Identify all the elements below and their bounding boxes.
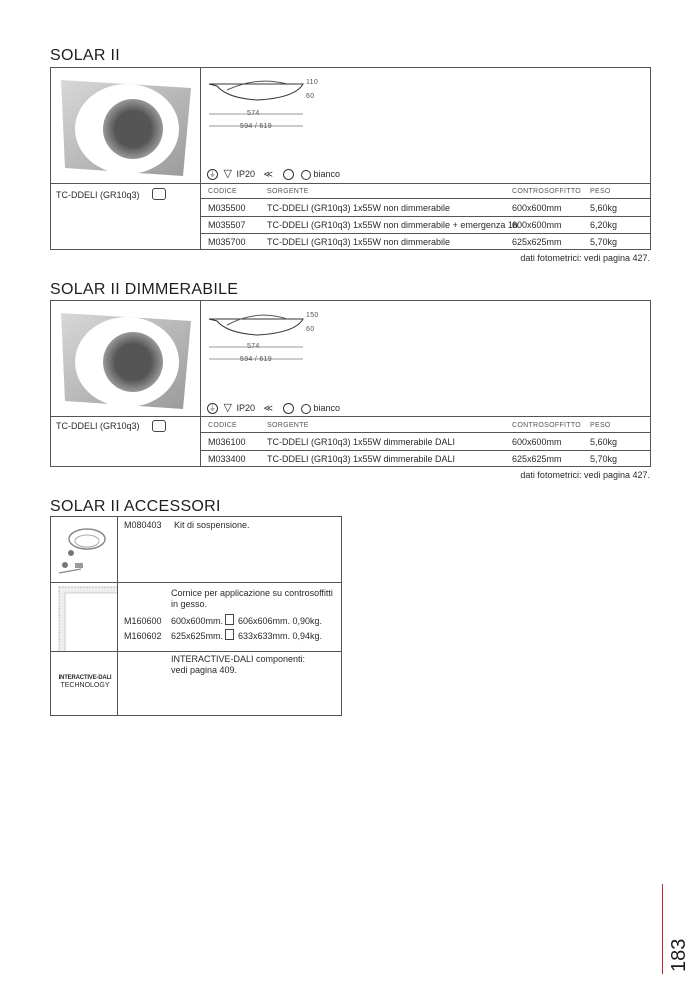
table-cell: 5,60kg	[590, 437, 618, 447]
header-codice: CODICE	[208, 188, 238, 195]
accessory-spec: 606x606mm. 0,90kg.	[238, 616, 323, 626]
dali-logo: INTERACTIVE-DALI TECHNOLOGY	[58, 675, 112, 689]
color-swatch-icon	[301, 170, 311, 180]
table-row: M035507	[208, 220, 246, 230]
dim-height: 110	[306, 79, 319, 86]
suspension-kit-photo	[51, 517, 117, 582]
accessory-spec: 633x633mm. 0,94kg.	[238, 631, 323, 641]
table-row: M036100	[208, 437, 246, 447]
photometric-note: dati fotometrici: vedi pagina 427.	[520, 253, 650, 263]
dim-depth: 60	[306, 93, 315, 100]
color-swatch-icon	[301, 404, 311, 414]
table-cell: 5,60kg	[590, 203, 618, 213]
lamp-type: TC-DDELI (GR10q3)	[56, 421, 140, 431]
accessory-desc: Kit di sospensione.	[174, 520, 250, 530]
header-sorgente: SORGENTE	[267, 188, 309, 195]
table-cell: 625x625mm	[512, 237, 562, 247]
ground-icon: ⏚	[209, 171, 216, 179]
ground-icon: ⏚	[209, 405, 216, 413]
section-title: SOLAR II DIMMERABILE	[50, 281, 239, 298]
table-row: M033400	[208, 454, 246, 464]
accessory-desc: Cornice per applicazione su controsoffitti	[171, 588, 333, 598]
accessory-code: M160602	[124, 631, 162, 641]
table-cell: 5,70kg	[590, 454, 618, 464]
page-number: 183	[668, 938, 690, 972]
product-photo	[51, 68, 200, 183]
ce-icon	[283, 403, 294, 414]
frame-icon	[225, 614, 234, 625]
frame-icon	[225, 629, 234, 640]
accessory-size: 625x625mm.	[171, 631, 224, 641]
class-icon: ≪	[263, 403, 273, 413]
dim-depth: 60	[306, 326, 315, 333]
table-cell: TC-DDELI (GR10q3) 1x55W non dimmerabile	[267, 237, 451, 247]
ip-rating: IP20	[236, 403, 256, 413]
table-cell: 5,70kg	[590, 237, 618, 247]
header-sorgente: SORGENTE	[267, 422, 309, 429]
lamp-icon	[152, 420, 166, 432]
certification-icons	[207, 167, 340, 180]
drip-icon: ▽	[223, 402, 232, 414]
table-cell: 6,20kg	[590, 220, 618, 230]
accessory-code: M160600	[124, 616, 162, 626]
table-cell: TC-DDELI (GR10q3) 1x55W non dimmerabile	[267, 203, 451, 213]
header-controsoffitto: CONTROSOFFITTO	[512, 422, 582, 429]
accessory-size: 600x600mm.	[171, 616, 224, 626]
lamp-icon	[152, 188, 166, 200]
accessory-desc: in gesso.	[171, 599, 208, 609]
table-cell: 600x600mm	[512, 220, 562, 230]
dim-height: 150	[306, 312, 319, 319]
table-cell: 625x625mm	[512, 454, 562, 464]
table-cell: 600x600mm	[512, 203, 562, 213]
table-cell: TC-DDELI (GR10q3) 1x55W non dimmerabile + emergenza 1h	[267, 220, 518, 230]
dim-width: 574	[247, 110, 260, 117]
accessory-desc: vedi pagina 409.	[171, 665, 238, 675]
header-peso: PESO	[590, 422, 611, 429]
photometric-note: dati fotometrici: vedi pagina 427.	[520, 470, 650, 480]
dim-outer: 594 / 619	[240, 123, 272, 130]
section-title: SOLAR II ACCESSORI	[50, 498, 221, 515]
table-cell: TC-DDELI (GR10q3) 1x55W dimmerabile DALI	[267, 454, 456, 464]
table-cell: 600x600mm	[512, 437, 562, 447]
frame-photo	[51, 583, 117, 651]
section-title: SOLAR II	[50, 47, 120, 64]
certification-icons	[207, 401, 340, 414]
accessory-desc: INTERACTIVE-DALI componenti:	[171, 654, 306, 664]
header-peso: PESO	[590, 188, 611, 195]
ip-rating: IP20	[236, 169, 256, 179]
accent-line	[662, 884, 663, 974]
dim-width: 574	[247, 343, 260, 350]
product-photo	[51, 301, 200, 416]
drip-icon: ▽	[223, 168, 232, 180]
lamp-type: TC-DDELI (GR10q3)	[56, 190, 140, 200]
ce-icon	[283, 169, 294, 180]
header-codice: CODICE	[208, 422, 238, 429]
accessory-code: M080403	[124, 520, 162, 530]
table-cell: TC-DDELI (GR10q3) 1x55W dimmerabile DALI	[267, 437, 456, 447]
table-row: M035700	[208, 237, 246, 247]
class-icon: ≪	[263, 169, 273, 179]
finish-color: bianco	[313, 403, 341, 413]
dim-outer: 594 / 619	[240, 356, 272, 363]
finish-color: bianco	[313, 169, 341, 179]
table-row: M035500	[208, 203, 246, 213]
header-controsoffitto: CONTROSOFFITTO	[512, 188, 582, 195]
